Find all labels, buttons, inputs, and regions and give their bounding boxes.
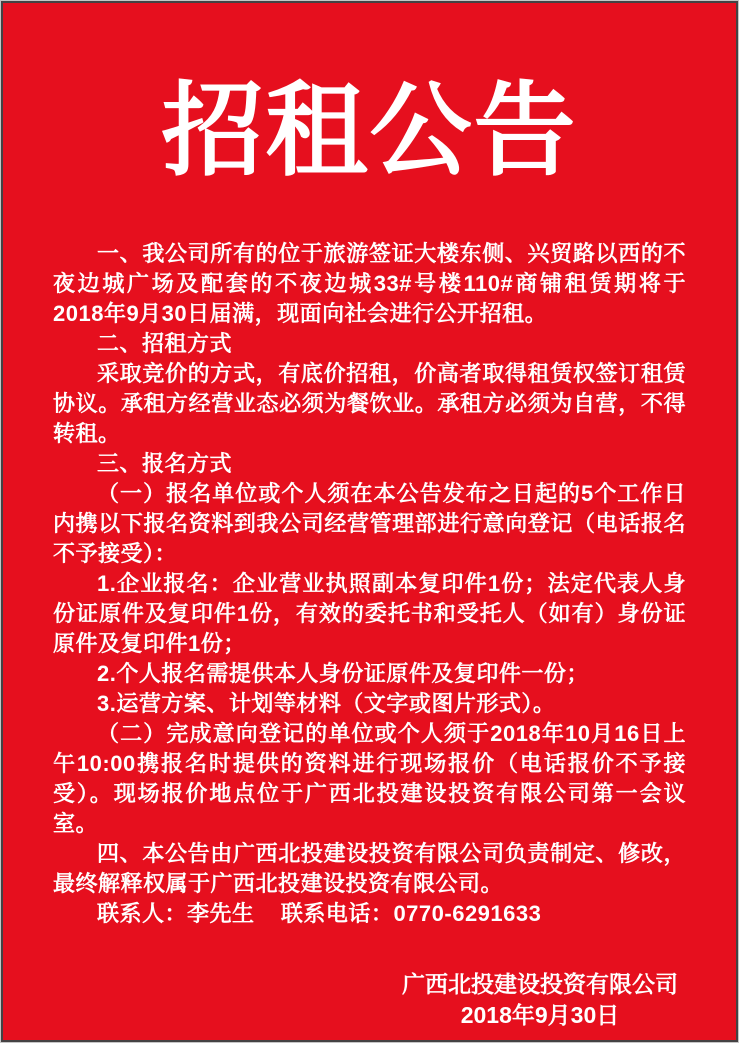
paragraph: 采取竞价的方式，有底价招租，价高者取得租赁权签订租赁协议。承租方经营业态必须为餐饮业。承租方必须为自营，不得转租。: [53, 361, 686, 447]
poster-title: 招租公告: [161, 71, 578, 191]
contact-person-label: 联系人：: [97, 901, 188, 927]
paragraph: （二）完成意向登记的单位或个人须于2018年10月16日上午10:00携报名时提供的资料进行现场报价（电话报价不予接受）。现场报价地点位于广西北投建设投资有限公司第一会议室。: [53, 721, 686, 837]
paragraph: 1.企业报名：企业营业执照副本复印件1份；法定代表人身份证原件及复印件1份，有效的委托书和受托人（如有）身份证原件及复印件1份；: [53, 571, 686, 657]
paragraph: 二、招租方式: [97, 331, 233, 357]
contact-line: [53, 899, 686, 929]
paragraph-list: [53, 239, 686, 899]
contact-phone-label: 联系电话：: [280, 901, 394, 927]
poster-body: [53, 239, 686, 929]
paragraph: 四、本公告由广西北投建设投资有限公司负责制定、修改，最终解释权属于广西北投建设投资有限公司。: [53, 841, 686, 897]
paragraph: 一、我公司所有的位于旅游签证大楼东侧、兴贸路以西的不夜边城广场及配套的不夜边城33#号楼110#商铺租赁期将于2018年9月30日届满，现面向社会进行公开招租。: [53, 241, 686, 327]
signature-company: 广西北投建设投资有限公司: [402, 971, 678, 998]
paragraph: （一）报名单位或个人须在本公告发布之日起的5个工作日内携以下报名资料到我公司经营管理部进行意向登记（电话报名不予接受）：: [53, 481, 686, 567]
paragraph: 三、报名方式: [97, 451, 233, 477]
announcement-poster: [1, 1, 738, 1042]
signature-block: [402, 969, 678, 1031]
signature-date: 2018年9月30日: [460, 1002, 620, 1029]
paragraph: 2.个人报名需提供本人身份证原件及复印件一份；: [97, 661, 589, 687]
contact-phone: 0770-6291633: [393, 901, 542, 927]
contact-person: 李先生: [187, 901, 255, 927]
paragraph: 3.运营方案、计划等材料（文字或图片形式）。: [97, 691, 556, 717]
